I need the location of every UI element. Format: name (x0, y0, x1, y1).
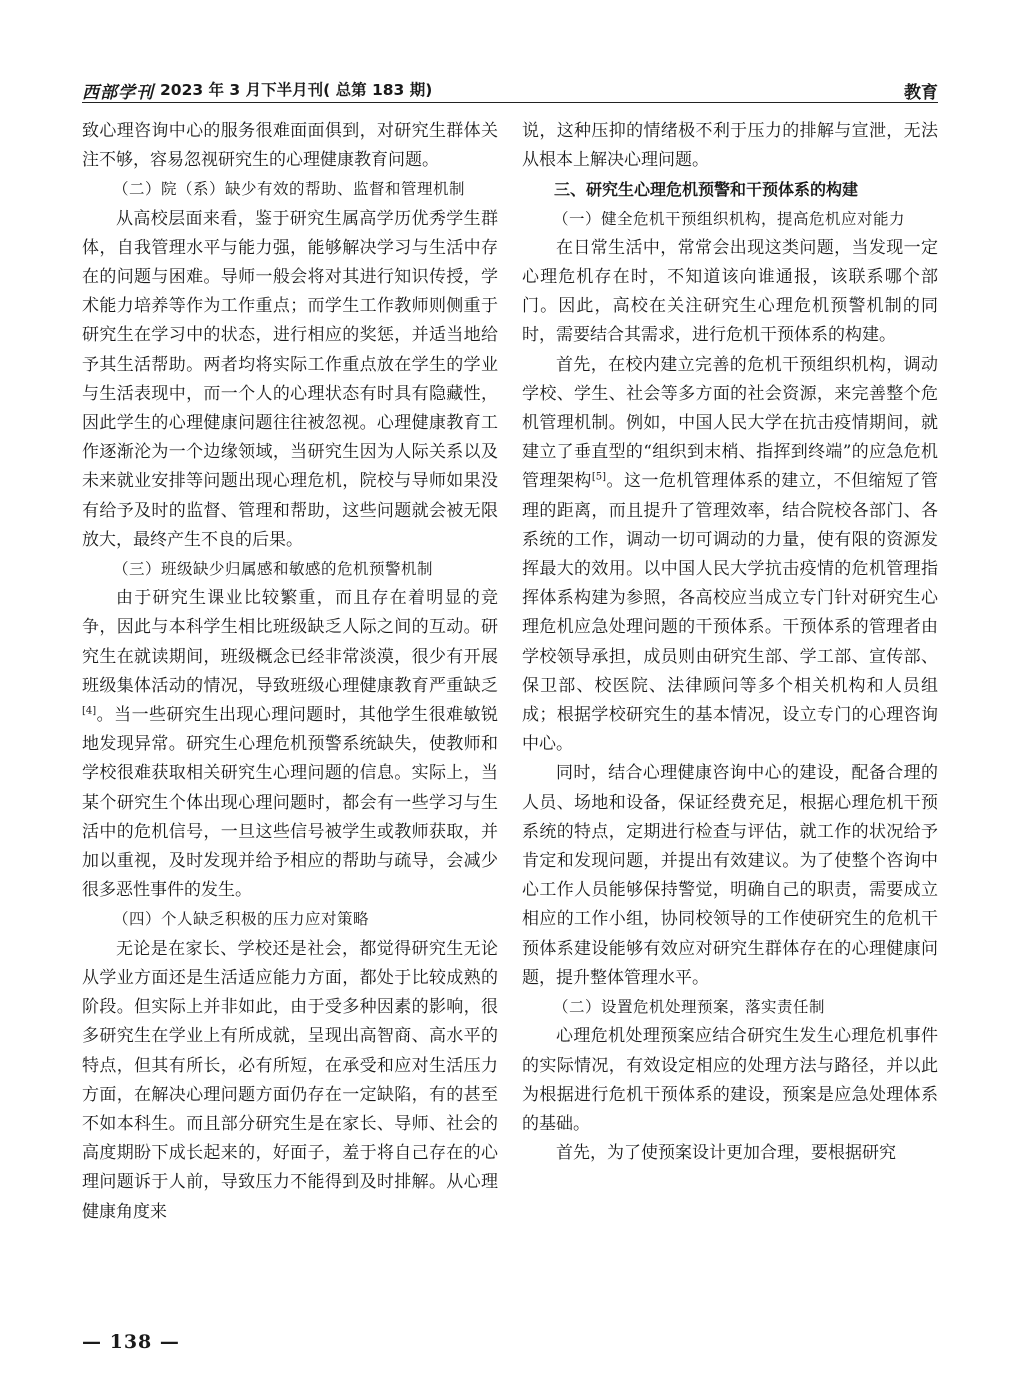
paragraph (82, 584, 498, 905)
paragraph-text: 。这一危机管理体系的建立，不但缩短了管理的距离，而且提升了管理效率，结合院校各部门、各系统的工作，调动一切可调动的力量，使有限的资源发挥最大的效用。以中国人民大学抗击疫情的危机管理指挥体系构建为参照，各高校应当成立专门针对研究生心理危机应急处理问题的干预体系。干预体系的管理者由学校领导承担，成员则由研究生部、学工部、宣传部、保卫部、校医院、法律顾问等多个相关机构和人员组成；根据学校研究生的基本情况，设立专门的心理咨询中心。 (522, 471, 939, 755)
section-heading: 三、研究生心理危机预警和干预体系的构建 (554, 180, 859, 200)
subsection-heading: （二）设置危机处理预案，落实责任制 (553, 998, 826, 1017)
paragraph: 在日常生活中，常常会出现这类问题，当发现一定心理危机存在时，不知道该向谁通报，该联系哪个部门。因此，高校在关注研究生心理危机预警机制的同时，需要结合其需求，进行危机干预体系的构建。 (522, 237, 938, 346)
paragraph: 首先，为了使预案设计更加合理，要根据研究 (556, 1143, 896, 1164)
section-title: 教育 (904, 83, 938, 103)
issue-info: 2023 年 3 月下半月刊( 总第 183 期) (160, 81, 433, 99)
running-header (82, 76, 938, 103)
paragraph: 心理危机处理预案应结合研究生发生心理危机事件的实际情况，有效设定相应的处理方法与路径，并以此为根据进行危机干预体系的建设，预案是应急处理体系的基础。 (522, 1026, 938, 1134)
citation-ref: [5] (591, 471, 607, 483)
paragraph-text: 由于研究生课业比较繁重，而且存在着明显的竞争，因此与本科学生相比班级缺乏人际之间的互动。研究生在就读期间，班级概念已经非常淡漠，很少有开展班级集体活动的情况，导致班级心理健康教育严重缺乏 (82, 588, 498, 696)
paragraph: 同时，结合心理健康咨询中心的建设，配备合理的人员、场地和设备，保证经费充足，根据心理危机干预系统的特点，定期进行检查与评估，就工作的状况给予肯定和发现问题，并提出有效建议。为了使整个咨询中心工作人员能够保持警觉，明确自己的职责，需要成立相应的工作小组，协同校领导的工作使研究生的危机干预体系建设能够有效应对研究生群体存在的心理健康问题，提升整体管理水平。 (522, 763, 938, 988)
left-column (82, 117, 498, 1317)
subsection-heading: （二）院（系）缺少有效的帮助、监督和管理机制 (113, 180, 466, 199)
subsection-heading: （一）健全危机干预组织机构，提高危机应对能力 (553, 209, 906, 228)
paragraph-text: 。当一些研究生出现心理问题时，其他学生很难敏锐地发现异常。研究生心理危机预警系统缺失，使教师和学校很难获取相关研究生心理问题的信息。实际上，当某个研究生个体出现心理问题时，都会有一些学习与生活中的危机信号，一旦这些信号被学生或教师获取，并加以重视，及时发现并给予相应的帮助与疏导，会减少很多恶性事件的发生。 (82, 705, 498, 901)
citation-ref: [4] (82, 705, 97, 717)
journal-logo: 西部学刊 (82, 83, 154, 103)
paragraph-text: 首先，在校内建立完善的危机干预组织机构，调动学校、学生、社会等多方面的社会资源，来完善整个危机管理机制。例如，中国人民大学在抗击疫情期间，就建立了垂直型的“组织到末梢、指挥到终端”的应急危机管理架构 (522, 354, 938, 492)
page-number: — 138 — (82, 1331, 180, 1353)
right-column (522, 117, 938, 1317)
paragraph: 无论是在家长、学校还是社会，都觉得研究生无论从学业方面还是生活适应能力方面，都处于比较成熟的阶段。但实际上并非如此，由于受多种因素的影响，很多研究生在学业上有所成就，呈现出高智商、高水平的特点，但其有所长，必有所短，在承受和应对生活压力方面，在解决心理问题方面仍存在一定缺陷，有的甚至不如本科生。而且部分研究生是在家长、导师、社会的高度期盼下成长起来的，好面子，羞于将自己存在的心理问题诉于人前，导致压力不能得到及时排解。从心理健康角度来 (82, 938, 498, 1222)
paragraph: 致心理咨询中心的服务很难面面俱到，对研究生群体关注不够，容易忽视研究生的心理健康教育问题。 (82, 121, 498, 171)
paragraph (522, 351, 938, 760)
paragraph: 从高校层面来看，鉴于研究生属高学历优秀学生群体，自我管理水平与能力强，能够解决学习与生活中存在的问题与困难。导师一般会将对其进行知识传授，学术能力培养等作为工作重点；而学生工作教师则侧重于研究生在学习中的状态，进行相应的奖惩，并适当地给予其生活帮助。两者均将实际工作重点放在学生的学业与生活表现中，而一个人的心理状态有时具有隐藏性，因此学生的心理健康问题往往被忽视。心理健康教育工作逐渐沦为一个边缘领域，当研究生因为人际关系以及未来就业安排等问题出现心理危机，院校与导师如果没有给予及时的监督、管理和帮助，这些问题就会被无限放大，最终产生不良的后果。 (82, 208, 498, 550)
subsection-heading: （三）班级缺少归属感和敏感的危机预警机制 (113, 560, 434, 579)
paragraph: 说，这种压抑的情绪极不利于压力的排解与宣泄，无法从根本上解决心理问题。 (522, 121, 938, 171)
subsection-heading: （四）个人缺乏积极的压力应对策略 (113, 910, 370, 929)
